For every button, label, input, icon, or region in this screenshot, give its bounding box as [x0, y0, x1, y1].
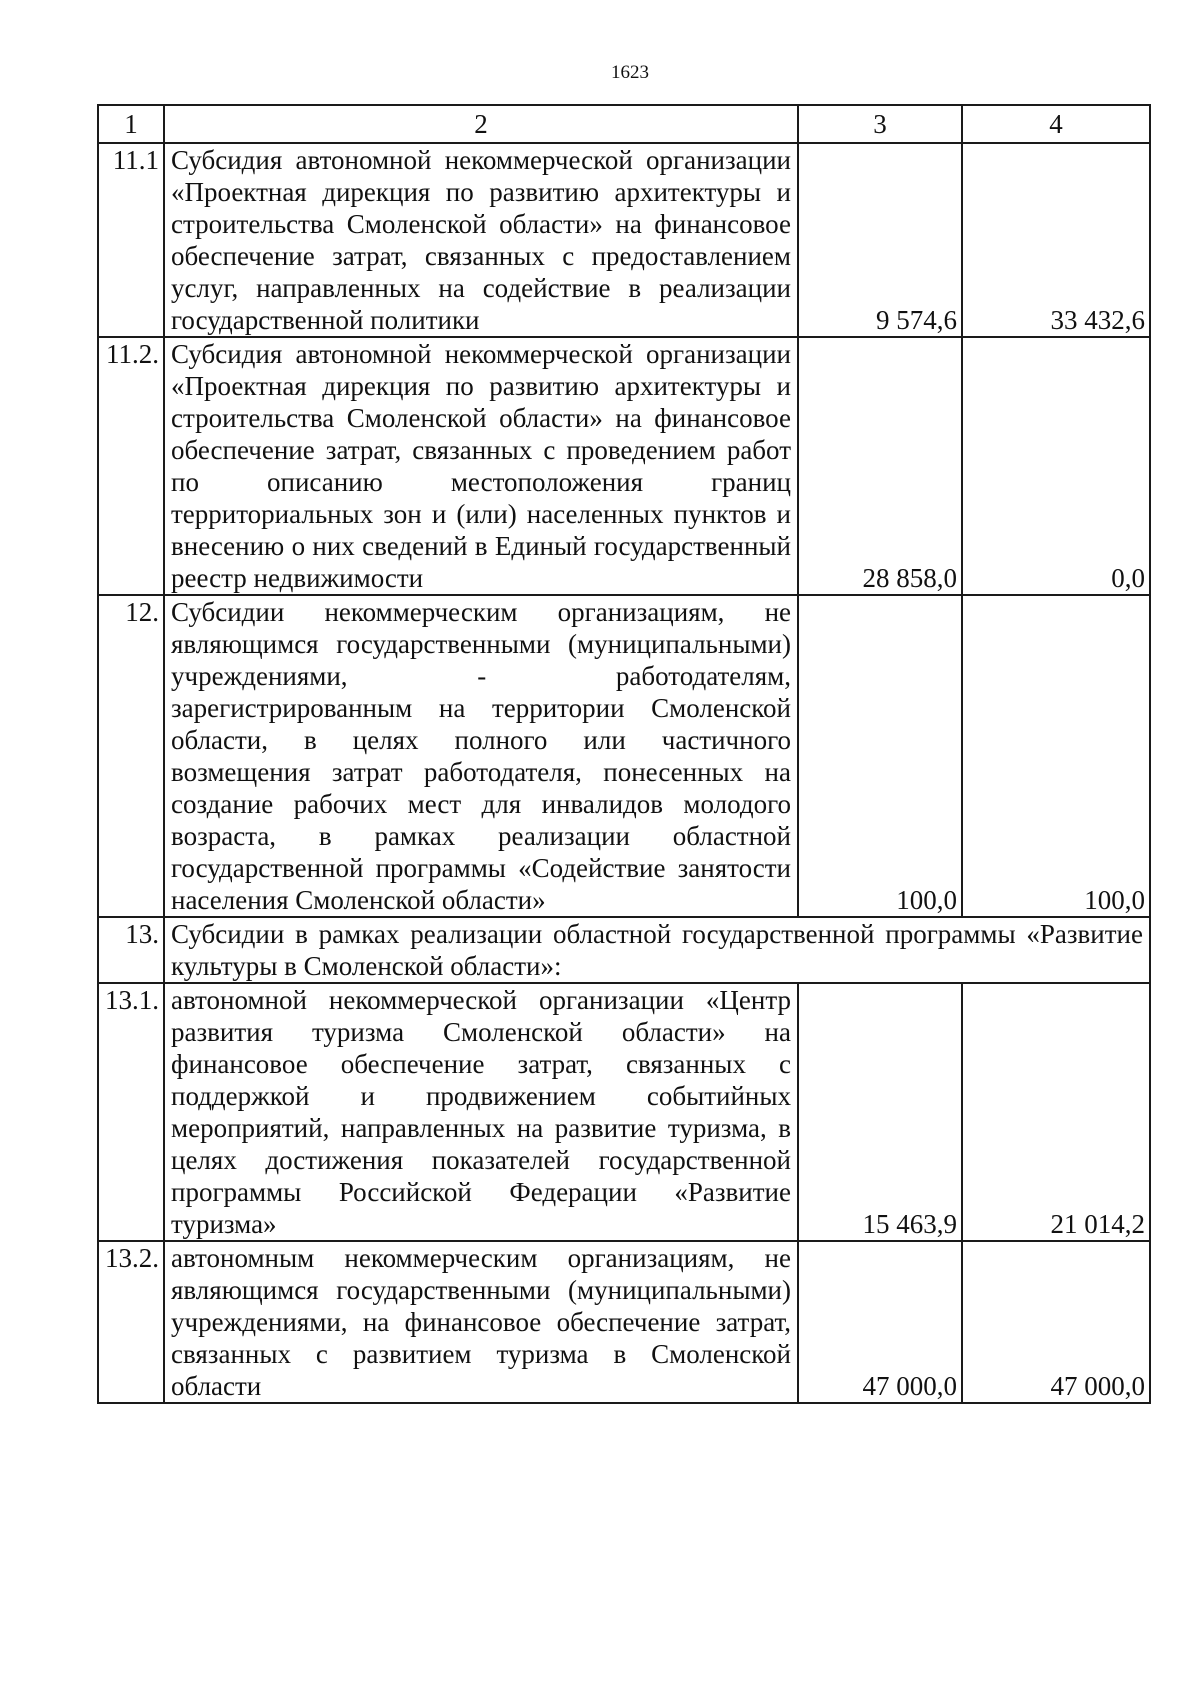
row-value-col3: 100,0 — [798, 595, 962, 917]
row-value-col3: 9 574,6 — [798, 143, 962, 337]
row-value-col4: 47 000,0 — [962, 1241, 1150, 1403]
table-header-row — [98, 105, 1150, 143]
row-value-col3: 47 000,0 — [798, 1241, 962, 1403]
row-value-col4: 100,0 — [962, 595, 1150, 917]
header-col-1: 1 — [98, 105, 164, 143]
row-number: 12. — [98, 595, 164, 917]
table-row — [98, 595, 1150, 917]
row-value-col3: 28 858,0 — [798, 337, 962, 595]
table-row — [98, 1241, 1150, 1403]
row-number: 13.1. — [98, 983, 164, 1241]
row-number: 13.2. — [98, 1241, 164, 1403]
row-description: Субсидия автономной некоммерческой организации «Проектная дирекция по развитию архитектуры и строительства Смоленской области» на финансовое обеспечение затрат, связанных с проведением работ по описанию местоположения границ территориальных зон и (или) населенных пунктов и внесению о них сведений в Единый государственный реестр недвижимости — [164, 337, 798, 595]
table-row — [98, 337, 1150, 595]
row-number: 11.2. — [98, 337, 164, 595]
row-number: 13. — [98, 917, 164, 983]
row-value-col4: 21 014,2 — [962, 983, 1150, 1241]
row-description: автономной некоммерческой организации «Центр развития туризма Смоленской области» на финансовое обеспечение затрат, связанных с поддержкой и продвижением событийных мероприятий, направленных на развитие туризма, в целях достижения показателей государственной программы Российской Федерации «Развитие туризма» — [164, 983, 798, 1241]
row-description: Субсидия автономной некоммерческой организации «Проектная дирекция по развитию архитектуры и строительства Смоленской области» на финансовое обеспечение затрат, связанных с предоставлением услуг, направленных на содействие в реализации государственной политики — [164, 143, 798, 337]
header-col-3: 3 — [798, 105, 962, 143]
table-row — [98, 983, 1150, 1241]
row-value-col4: 0,0 — [962, 337, 1150, 595]
row-value-col4: 33 432,6 — [962, 143, 1150, 337]
row-number: 11.1 — [98, 143, 164, 337]
budget-table — [97, 104, 1151, 1404]
row-description: Субсидии некоммерческим организациям, не являющимся государственными (муниципальными) учреждениями, - работодателям, зарегистрированным на территории Смоленской области, в целях полного или частичного возмещения затрат работодателя, понесенных на создание рабочих мест для инвалидов молодого возраста, в рамках реализации областной государственной программы «Содействие занятости населения Смоленской области» — [164, 595, 798, 917]
row-description: автономным некоммерческим организациям, не являющимся государственными (муниципальными) учреждениями, на финансовое обеспечение затрат, связанных с развитием туризма в Смоленской области — [164, 1241, 798, 1403]
row-value-col3: 15 463,9 — [798, 983, 962, 1241]
header-col-4: 4 — [962, 105, 1150, 143]
table-row — [98, 143, 1150, 337]
header-col-2: 2 — [164, 105, 798, 143]
page-number: 1623 — [611, 62, 649, 83]
row-section-description: Субсидии в рамках реализации областной государственной программы «Развитие культуры в Смоленской области»: — [164, 917, 1150, 983]
table-row-section — [98, 917, 1150, 983]
